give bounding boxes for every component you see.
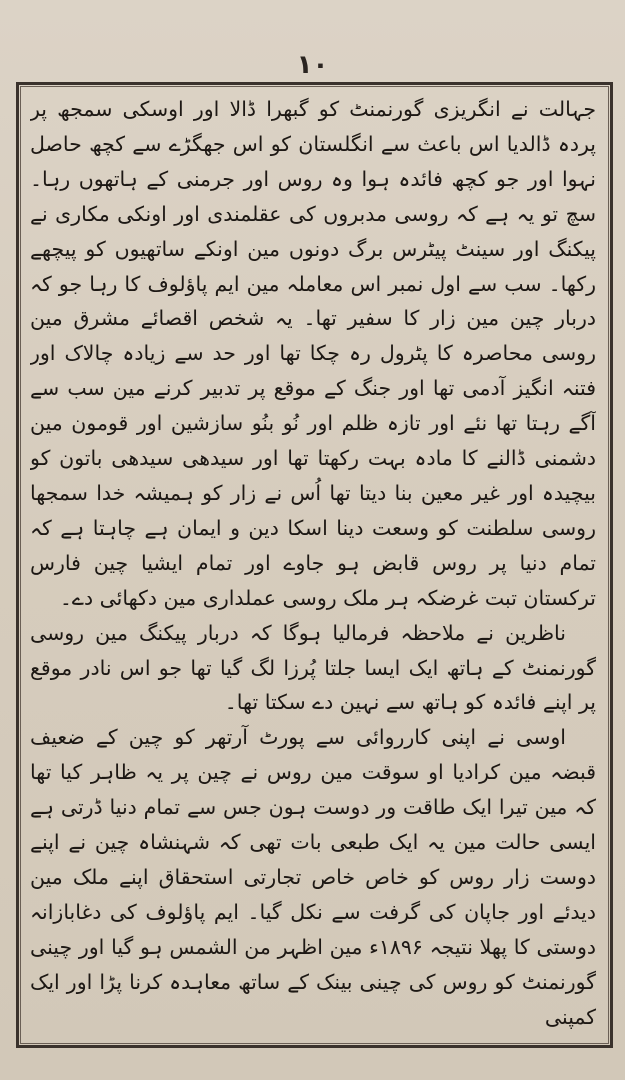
- page-number: ۱۰: [296, 50, 329, 80]
- paragraph-3: اوسی نے اپنی کارروائی سے پورٹ آرتھر کو چین کے ضعیف قبضہ مین کرادیا او سوقت مین روس نے چین پر یہ ظاہر کیا تھا کہ مین تیرا ایک طاقت ور دوست ہون جس سے تمام دنیا ڈرتی ہے ایسی حالت مین یہ ایک طبعی بات تھی کہ شہنشاہ چین نے اپنے دوست زار روس کو خاص خاص تجارتی استحقاق اپنے ملک مین دیدئے اور جاپان کی گرفت سے نکل گیا۔ ایم پاؤلوف کی دغابازانہ دوستی کا پھلا نتیجہ ۱۸۹۶ء مین اظہر من الشمس ہو گیا اور چینی گورنمنٹ کو روس کی چینی بینک کے ساتھ معاہدہ کرنا پڑا اور ایک کمپنی: [30, 725, 596, 1029]
- paragraph-1: جہالت نے انگریزی گورنمنٹ کو گبھرا ڈالا اور اوسکی سمجھ پر پردہ ڈالدیا اس باعث سے انگلستان کو اس جھگڑے سے کچھ حاصل نہوا اور جو کچھ فائدہ ہوا وہ روس اور جرمنی کے ہاتھوں رہا۔ سچ تو یہ ہے کہ روسی مدبروں کی عقلمندی اور اونکی مکاری نے پیکنگ اور سینٹ پیٹرس برگ دونوں مین اونکے ساتھیوں کو پیچھے رکھا۔ سب سے اول نمبر اس معاملہ مین ایم پاؤلوف کا رہا جو کہ دربار چین مین زار کا سفیر تھا۔ یہ شخص اقصائے مشرق مین روسی محاصرہ کا پٹرول رہ چکا تھا اور حد سے زیادہ چالاک اور فتنہ انگیز آدمی تھا اور جنگ کے موقع پر تدبیر کرنے مین سب سے آگے رہتا تھا نئے اور تازہ ظلم اور نُو بنُو سازشین اور قومون مین دشمنی ڈالنے کا مادہ بہت رکھتا تھا اور سیدھی سیدھی باتون کو بیچیدہ اور غیر معین بنا دیتا تھا اُس نے زار کو ہمیشہ خدا سمجھا روسی سلطنت کو وسعت دینا اسکا دین و ایمان ہے چاہتا ہے کہ تمام دنیا پر روس قابض ہو جاوے اور تمام ایشیا چین فارس ترکستان تبت غرضکہ ہر ملک روسی عملداری مین دکھائی دے۔: [30, 97, 596, 610]
- paragraph-2: ناظرین نے ملاحظہ فرمالیا ہوگا کہ دربار پیکنگ مین روسی گورنمنٹ کے ہاتھ ایک ایسا جلتا پُرزا لگ گیا تھا جو اس نادر موقع پر اپنے فائدہ کو ہاتھ سے نہین دے سکتا تھا۔: [30, 620, 596, 715]
- body-text: [30, 92, 596, 1032]
